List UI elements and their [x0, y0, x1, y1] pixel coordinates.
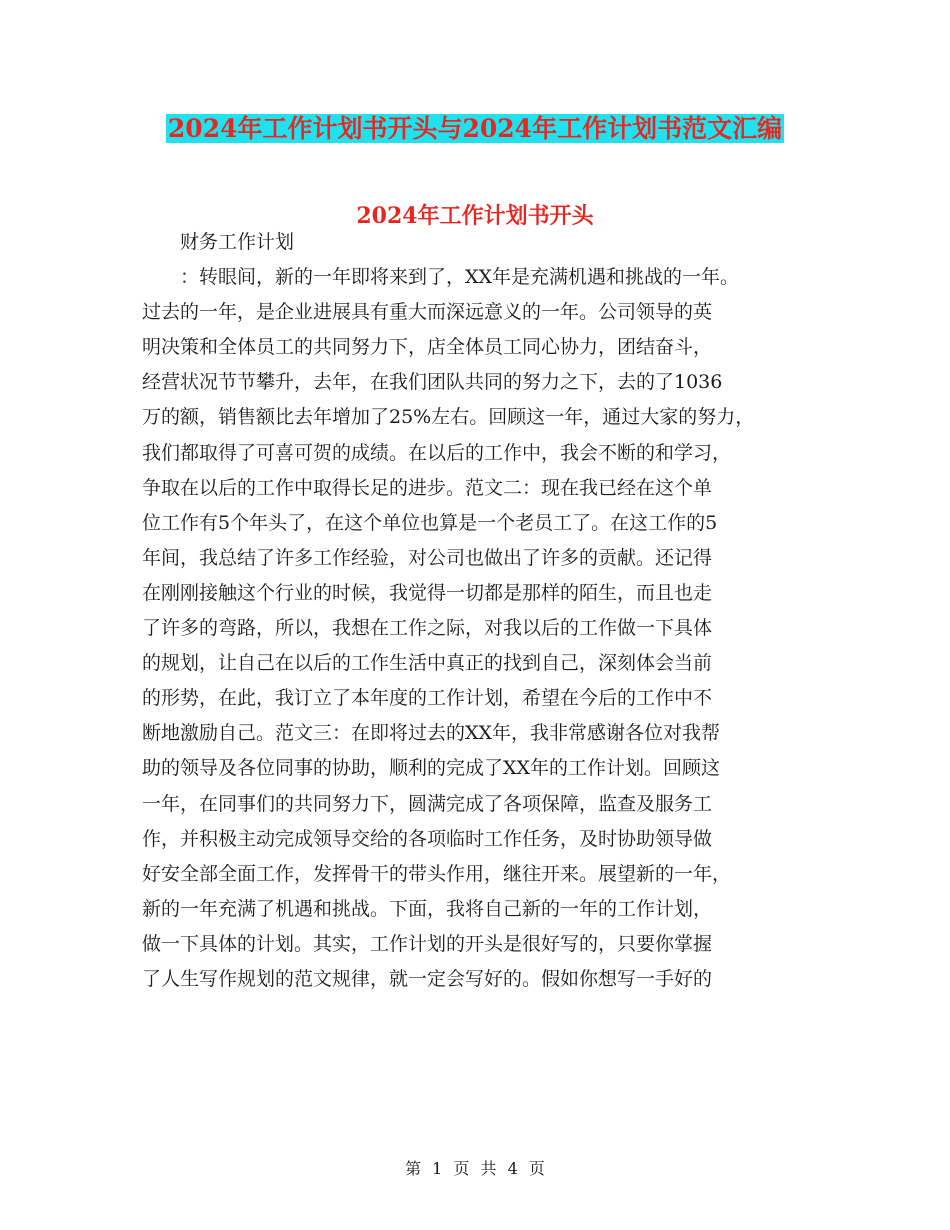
body-line: 在刚刚接触这个行业的时候，我觉得一切都是那样的陌生，而且也走: [142, 581, 713, 604]
body-line: 过去的一年，是企业进展具有重大而深远意义的一年。公司领导的英: [142, 301, 713, 324]
body-line: 年间，我总结了许多工作经验，对公司也做出了许多的贡献。还记得: [142, 546, 713, 569]
body-line: 做一下具体的计划。其实，工作计划的开头是很好写的，只要你掌握: [142, 932, 713, 955]
body-line: 我们都取得了可喜可贺的成绩。在以后的工作中，我会不断的和学习，: [142, 441, 732, 464]
body-line: 助的领导及各位同事的协助，顺利的完成了XX年的工作计划。回顾这: [142, 757, 721, 780]
body-line: 经营状况节节攀升，去年，在我们团队共同的努力之下，去的了1036: [142, 371, 723, 394]
body-line: 财务工作计划: [142, 231, 295, 253]
body-line: 位工作有5个年头了，在这个单位也算是一个老员工了。在这工作的5: [142, 511, 718, 534]
document-title-highlight: 2024年工作计划书开头与2024年工作计划书范文汇编: [167, 114, 783, 143]
body-line: 了人生写作规划的范文规律，就一定会写好的。假如你想写一手好的: [142, 967, 713, 990]
body-line: 的形势，在此，我订立了本年度的工作计划，希望在今后的工作中不: [142, 687, 713, 710]
body-line: 好安全部全面工作，发挥骨干的带头作用，继往开来。展望新的一年，: [142, 862, 732, 885]
body-line: 明决策和全体员工的共同努力下，店全体员工同心协力，团结奋斗，: [142, 336, 713, 359]
body-text: [142, 225, 822, 997]
body-line: ：转眼间，新的一年即将来到了，XX年是充满机遇和挑战的一年。: [142, 266, 740, 289]
body-line: 新的一年充满了机遇和挑战。下面，我将自己新的一年的工作计划，: [142, 897, 713, 920]
body-line: 的规划，让自己在以后的工作生活中真正的找到自己，深刻体会当前: [142, 652, 713, 675]
body-line: 断地激励自己。范文三：在即将过去的XX年，我非常感谢各位对我帮: [142, 722, 721, 745]
document-title: [0, 112, 950, 146]
section-title: 2024年工作计划书开头: [356, 203, 594, 229]
body-line: 争取在以后的工作中取得长足的进步。范文二：现在我已经在这个单: [142, 476, 713, 499]
body-line: 了许多的弯路，所以，我想在工作之际，对我以后的工作做一下具体: [142, 617, 713, 640]
body-line: 作，并积极主动完成领导交给的各项临时工作任务，及时协助领导做: [142, 827, 713, 850]
page-number-footer: 第 1 页 共 4 页: [405, 1159, 545, 1178]
body-line: 万的额，销售额比去年增加了25%左右。回顾这一年，通过大家的努力，: [142, 406, 755, 429]
body-line: 一年，在同事们的共同努力下，圆满完成了各项保障，监查及服务工: [142, 792, 713, 815]
